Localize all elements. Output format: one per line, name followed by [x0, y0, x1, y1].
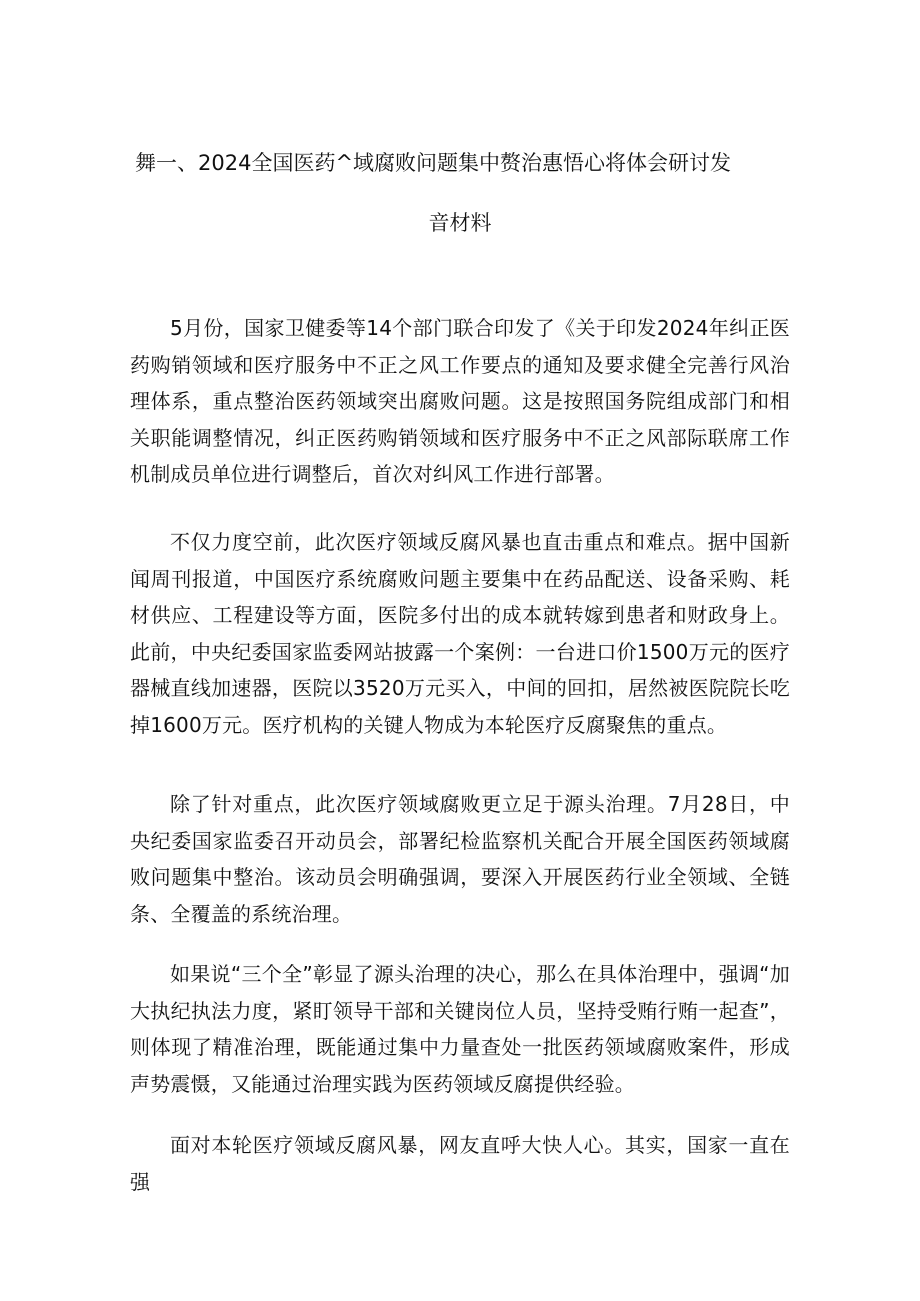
document-title-line-1: 舞一、2024全国医药^域腐败问题集中赘治惠悟心将体会研讨发	[135, 151, 732, 175]
paragraph-1: 5月份，国家卫健委等14个部门联合印发了《关于印发2024年纠正医药购销领域和医疗服务中不正之风工作要点的通知及要求健全完善行风治理体系，重点整治医药领域突出腐败问题。这是按照国务院组成部门和相关职能调整情况，纠正医药购销领域和医疗服务中不正之风部际联席工作机制成员单位进行调整后，首次对纠风工作进行部署。	[130, 316, 790, 486]
paragraph-5: 面对本轮医疗领域反腐风暴，网友直呼大快人心。其实，国家一直在强	[130, 1133, 790, 1194]
paragraph-4: 如果说“三个全”彰显了源头治理的决心，那么在具体治理中，强调“加大执纪执法力度，紧盯领导干部和关键岗位人员，坚持受贿行贿一起查”，则体现了精准治理，既能通过集中力量查处一批医药领域腐败案件，形成声势震慑，又能通过治理实践为医药领域反腐提供经验。	[130, 962, 790, 1096]
document-title-line-2: 音材料	[428, 211, 492, 235]
paragraph-2: 不仅力度空前，此次医疗领域反腐风暴也直击重点和难点。据中国新闻周刊报道，中国医疗系统腐败问题主要集中在药品配送、设备采购、耗材供应、工程建设等方面，医院多付出的成本就转嫁到患者和财政身上。此前，中央纪委国家监委网站披露一个案例：一台进口价1500万元的医疗器械直线加速器，医院以3520万元买入，中间的回扣，居然被医院院长吃掉1600万元。医疗机构的关键人物成为本轮医疗反腐聚焦的重点。	[130, 530, 790, 737]
paragraph-3: 除了针对重点，此次医疗领域腐败更立足于源头治理。7月28日，中央纪委国家监委召开动员会，部署纪检监察机关配合开展全国医药领域腐败问题集中整治。该动员会明确强调，要深入开展医药行业全领域、全链条、全覆盖的系统治理。	[130, 792, 790, 926]
